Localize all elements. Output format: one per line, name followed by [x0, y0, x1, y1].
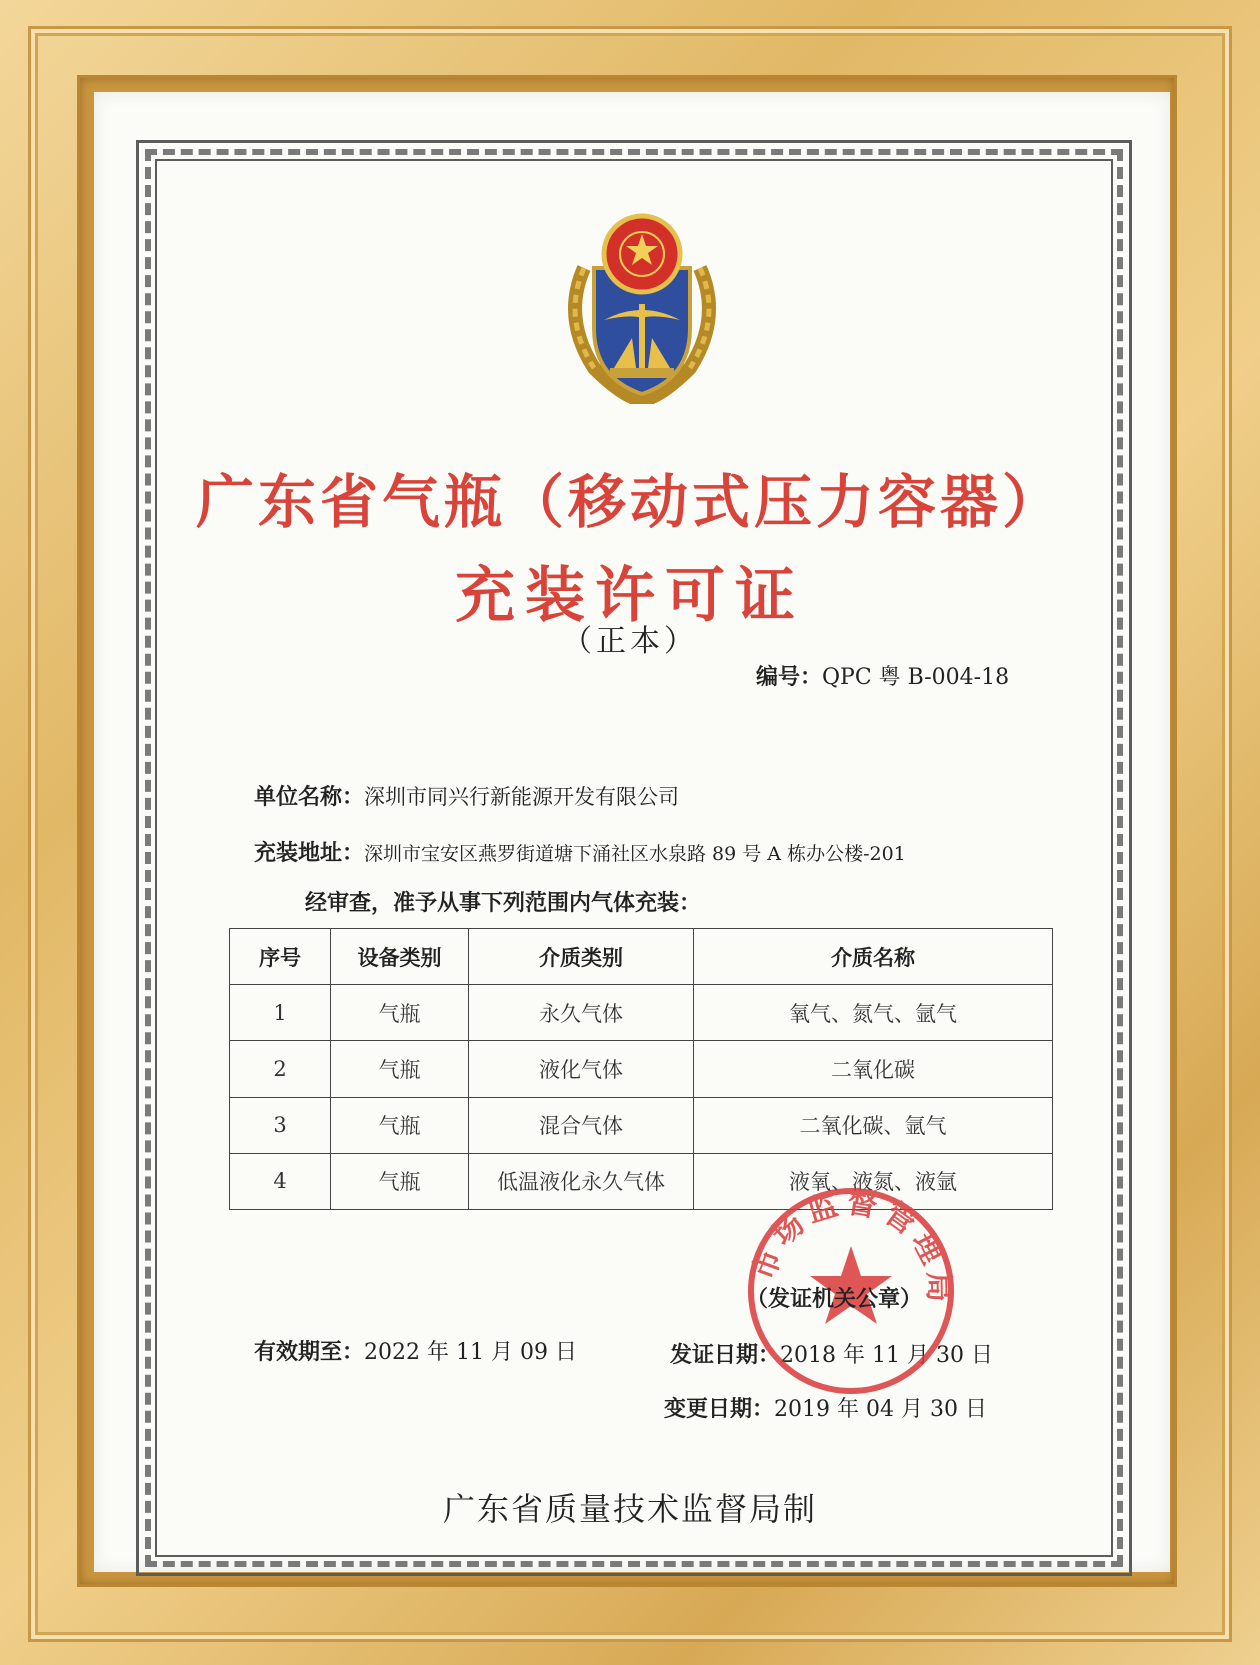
company-label: 单位名称： — [254, 785, 365, 810]
certificate-number-label: 编号： — [756, 665, 823, 690]
issuer-footer: 广东省质量技术监督局制 — [442, 1490, 817, 1528]
table-cell: 二氧化碳 — [694, 1041, 1053, 1097]
address-value: 深圳市宝安区燕罗街道塘下涌社区水泉路 89 号 A 栋办公楼-201 — [364, 843, 906, 865]
table-cell: 3 — [230, 1097, 331, 1153]
table-row — [230, 1097, 1053, 1153]
table-row — [230, 1041, 1053, 1097]
table-cell: 混合气体 — [469, 1097, 694, 1153]
address-field — [254, 836, 906, 867]
seal-label: （发证机关公章） — [746, 1287, 923, 1312]
table-cell: 气瓶 — [331, 1153, 469, 1209]
certificate-title-line2: 充装许可证 — [455, 561, 805, 631]
table-cell: 永久气体 — [469, 985, 694, 1041]
column-header: 序号 — [230, 929, 331, 985]
table-cell: 气瓶 — [331, 1041, 469, 1097]
certificate-number — [756, 660, 1009, 691]
certificate-subtitle: （正本） — [562, 624, 698, 659]
change-date-label: 变更日期： — [664, 1397, 775, 1422]
validity-value: 2022 年 11 月 09 日 — [364, 1340, 577, 1365]
table-cell: 二氧化碳、氩气 — [694, 1097, 1053, 1153]
validity-date — [254, 1335, 577, 1366]
table-cell: 1 — [230, 985, 331, 1041]
table-header-row — [230, 929, 1053, 985]
table-cell: 氧气、氮气、氩气 — [694, 985, 1053, 1041]
table-cell: 气瓶 — [331, 985, 469, 1041]
table-cell: 液氧、液氮、液氩 — [694, 1153, 1053, 1209]
table-cell: 液化气体 — [469, 1041, 694, 1097]
company-value: 深圳市同兴行新能源开发有限公司 — [364, 785, 680, 809]
column-header: 介质名称 — [694, 929, 1053, 985]
seal-text: 市场监督管理局 — [746, 1185, 957, 1309]
table-cell: 低温液化永久气体 — [469, 1153, 694, 1209]
table-cell: 2 — [230, 1041, 331, 1097]
table-row — [230, 985, 1053, 1041]
issue-date-value: 2018 年 11 月 30 日 — [780, 1343, 993, 1368]
certificate-number-value: QPC 粤 B-004-18 — [822, 665, 1010, 690]
scope-intro: 经审查，准予从事下列范围内气体充装： — [305, 891, 702, 916]
table-cell: 4 — [230, 1153, 331, 1209]
change-date-value: 2019 年 04 月 30 日 — [774, 1397, 987, 1422]
certificate-title-line1: 广东省气瓶（移动式压力容器） — [195, 468, 1064, 536]
filling-scope-table — [229, 928, 1053, 1210]
national-emblem-icon — [554, 208, 730, 404]
column-header: 设备类别 — [331, 929, 469, 985]
issue-date-label: 发证日期： — [670, 1343, 781, 1368]
table-cell: 气瓶 — [331, 1097, 469, 1153]
column-header: 介质类别 — [469, 929, 694, 985]
address-label: 充装地址： — [254, 841, 365, 866]
validity-label: 有效期至： — [254, 1340, 365, 1365]
company-field — [254, 780, 679, 811]
